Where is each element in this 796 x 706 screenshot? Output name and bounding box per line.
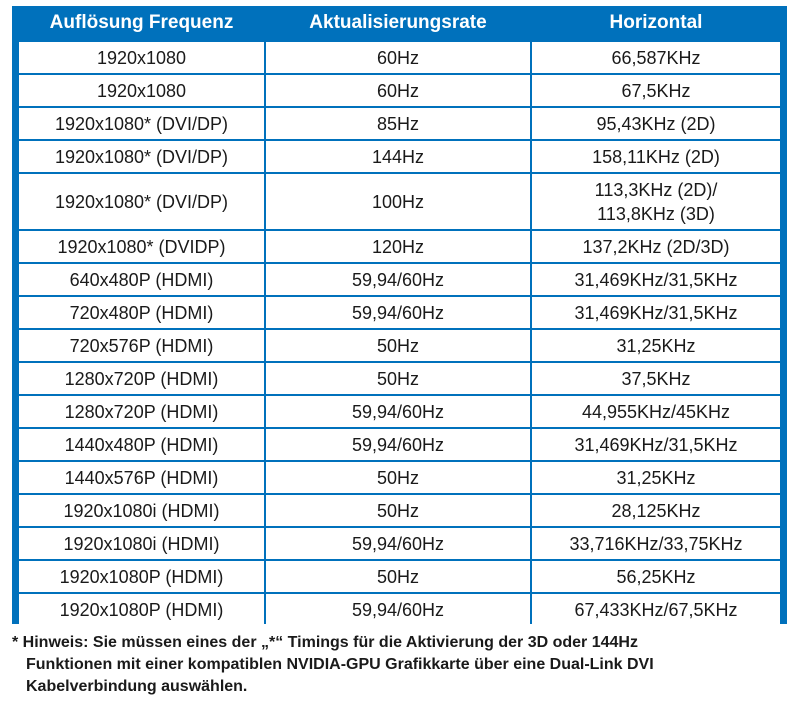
footnote-line: Funktionen mit einer kompatiblen NVIDIA-GPU Grafikkarte über eine Dual-Link DVI xyxy=(26,656,654,673)
cell-refresh-rate: 59,94/60Hz xyxy=(266,429,530,460)
cell-horizontal: 33,716KHz/33,75KHz xyxy=(532,528,780,559)
cell-resolution: 1920x1080i (HDMI) xyxy=(19,528,264,559)
header-horizontal: Horizontal xyxy=(609,12,703,33)
table-row xyxy=(19,108,780,139)
cell-resolution: 1920x1080* (DVI/DP) xyxy=(19,108,264,139)
timing-table xyxy=(12,6,787,624)
cell-resolution: 1920x1080 xyxy=(19,42,264,73)
cell-resolution: 1920x1080* (DVIDP) xyxy=(19,231,264,262)
cell-horizontal: 66,587KHz xyxy=(532,42,780,73)
table-row xyxy=(19,231,780,262)
cell-refresh-rate: 59,94/60Hz xyxy=(266,528,530,559)
cell-horizontal: 67,433KHz/67,5KHz xyxy=(532,594,780,625)
cell-refresh-rate: 60Hz xyxy=(266,75,530,106)
table-row xyxy=(19,141,780,172)
cell-resolution: 1440x576P (HDMI) xyxy=(19,462,264,493)
cell-resolution: 1920x1080 xyxy=(19,75,264,106)
cell-refresh-rate: 60Hz xyxy=(266,42,530,73)
cell-refresh-rate: 144Hz xyxy=(266,141,530,172)
table-row xyxy=(19,297,780,328)
cell-refresh-rate: 120Hz xyxy=(266,231,530,262)
cell-refresh-rate: 59,94/60Hz xyxy=(266,594,530,625)
cell-refresh-rate: 50Hz xyxy=(266,561,530,592)
cell-resolution: 1280x720P (HDMI) xyxy=(19,396,264,427)
cell-resolution: 1920x1080P (HDMI) xyxy=(19,594,264,625)
table-row xyxy=(19,75,780,106)
cell-horizontal: 31,469KHz/31,5KHz xyxy=(532,429,780,460)
cell-refresh-rate: 50Hz xyxy=(266,495,530,526)
table-row xyxy=(19,561,780,592)
header-refresh-rate: Aktualisierungsrate xyxy=(309,12,487,33)
cell-horizontal: 56,25KHz xyxy=(532,561,780,592)
table-header xyxy=(12,6,787,40)
cell-horizontal: 44,955KHz/45KHz xyxy=(532,396,780,427)
table-row xyxy=(19,495,780,526)
cell-horizontal: 67,5KHz xyxy=(532,75,780,106)
table-row xyxy=(19,396,780,427)
cell-refresh-rate: 85Hz xyxy=(266,108,530,139)
table-row xyxy=(19,594,780,625)
table-row xyxy=(19,363,780,394)
cell-horizontal: 37,5KHz xyxy=(532,363,780,394)
footnote xyxy=(12,632,787,698)
cell-refresh-rate: 59,94/60Hz xyxy=(266,396,530,427)
cell-resolution: 640x480P (HDMI) xyxy=(19,264,264,295)
table-row xyxy=(19,174,780,229)
cell-horizontal: 158,11KHz (2D) xyxy=(532,141,780,172)
table-row xyxy=(19,462,780,493)
cell-resolution: 1920x1080* (DVI/DP) xyxy=(19,141,264,172)
cell-resolution: 1920x1080P (HDMI) xyxy=(19,561,264,592)
header-resolution: Auflösung Frequenz xyxy=(49,12,234,33)
cell-horizontal: 31,25KHz xyxy=(532,330,780,361)
cell-resolution: 720x576P (HDMI) xyxy=(19,330,264,361)
cell-horizontal: 31,25KHz xyxy=(532,462,780,493)
table-row xyxy=(19,330,780,361)
cell-horizontal: 31,469KHz/31,5KHz xyxy=(532,297,780,328)
table-row xyxy=(19,264,780,295)
cell-resolution: 1920x1080i (HDMI) xyxy=(19,495,264,526)
cell-horizontal: 137,2KHz (2D/3D) xyxy=(532,231,780,262)
cell-resolution: 1440x480P (HDMI) xyxy=(19,429,264,460)
cell-refresh-rate: 50Hz xyxy=(266,363,530,394)
cell-refresh-rate: 50Hz xyxy=(266,330,530,361)
cell-resolution: 720x480P (HDMI) xyxy=(19,297,264,328)
cell-refresh-rate: 100Hz xyxy=(266,174,530,229)
cell-horizontal: 113,3KHz (2D)/ 113,8KHz (3D) xyxy=(532,174,780,229)
table-row xyxy=(19,429,780,460)
cell-resolution: 1280x720P (HDMI) xyxy=(19,363,264,394)
table-row xyxy=(19,42,780,73)
footnote-line: Kabelverbindung auswählen. xyxy=(26,678,248,695)
footnote-line: * Hinweis: Sie müssen eines der „*“ Timings für die Aktivierung der 3D oder 144Hz xyxy=(12,634,638,651)
cell-horizontal: 28,125KHz xyxy=(532,495,780,526)
cell-refresh-rate: 59,94/60Hz xyxy=(266,264,530,295)
cell-resolution: 1920x1080* (DVI/DP) xyxy=(19,174,264,229)
cell-refresh-rate: 50Hz xyxy=(266,462,530,493)
table-row xyxy=(19,528,780,559)
cell-horizontal: 95,43KHz (2D) xyxy=(532,108,780,139)
cell-refresh-rate: 59,94/60Hz xyxy=(266,297,530,328)
cell-horizontal: 31,469KHz/31,5KHz xyxy=(532,264,780,295)
